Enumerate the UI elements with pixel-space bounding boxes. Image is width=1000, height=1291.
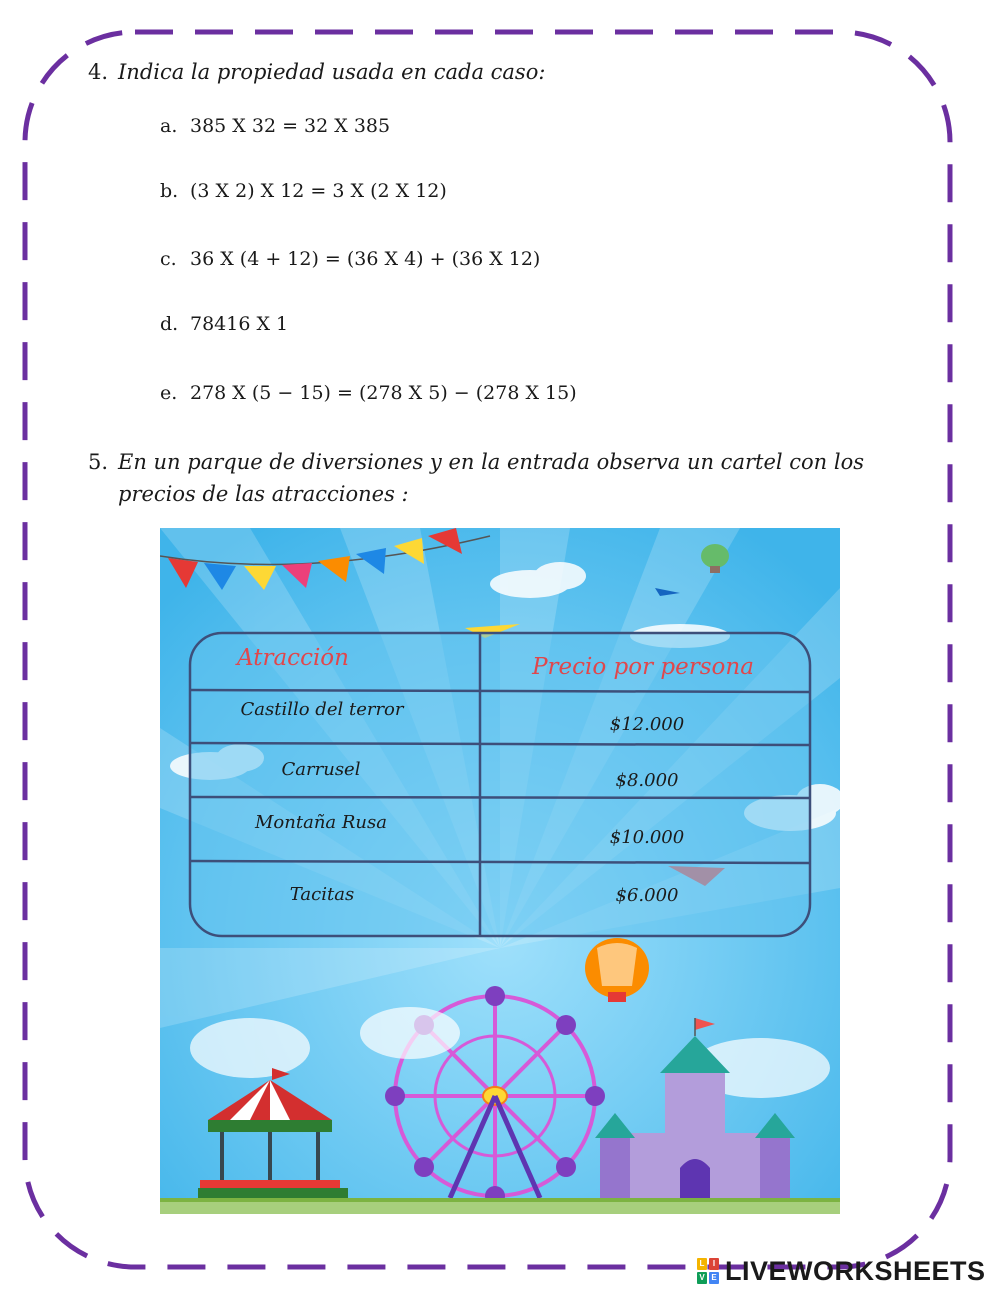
row-attraction: Carrusel (281, 759, 361, 780)
question-4-item-d: d. 78416 X 1 (160, 313, 289, 335)
row-price: $6.000 (615, 885, 679, 906)
question-5-title-line2: precios de las atracciones : (118, 482, 409, 506)
header-price: Precio por persona (532, 654, 754, 680)
row-attraction: Tacitas (289, 884, 355, 905)
poster-illustration (160, 528, 840, 1214)
row-attraction: Castillo del terror (240, 699, 404, 720)
question-4-item-b: b. (3 X 2) X 12 = 3 X (2 X 12) (160, 180, 447, 202)
row-price: $12.000 (609, 714, 685, 735)
logo-text: LIVEWORKSHEETS (725, 1255, 986, 1286)
amusement-park-poster (160, 528, 840, 1214)
logo-blocks-icon: L I V E (697, 1258, 719, 1284)
header-attraction: Atracción (237, 645, 349, 671)
row-price: $8.000 (615, 770, 679, 791)
question-4-title: 4. Indica la propiedad usada en cada caso: (88, 60, 546, 84)
question-4-item-e: e. 278 X (5 − 15) = (278 X 5) − (278 X 15) (160, 382, 577, 404)
row-price: $10.000 (609, 827, 685, 848)
liveworksheets-logo (697, 1255, 986, 1287)
question-5-title: 5. En un parque de diversiones y en la entrada observa un cartel con los (88, 450, 865, 474)
question-4-item-a: a. 385 X 32 = 32 X 385 (160, 115, 391, 137)
row-attraction: Montaña Rusa (255, 812, 387, 833)
question-4-item-c: c. 36 X (4 + 12) = (36 X 4) + (36 X 12) (160, 248, 541, 270)
